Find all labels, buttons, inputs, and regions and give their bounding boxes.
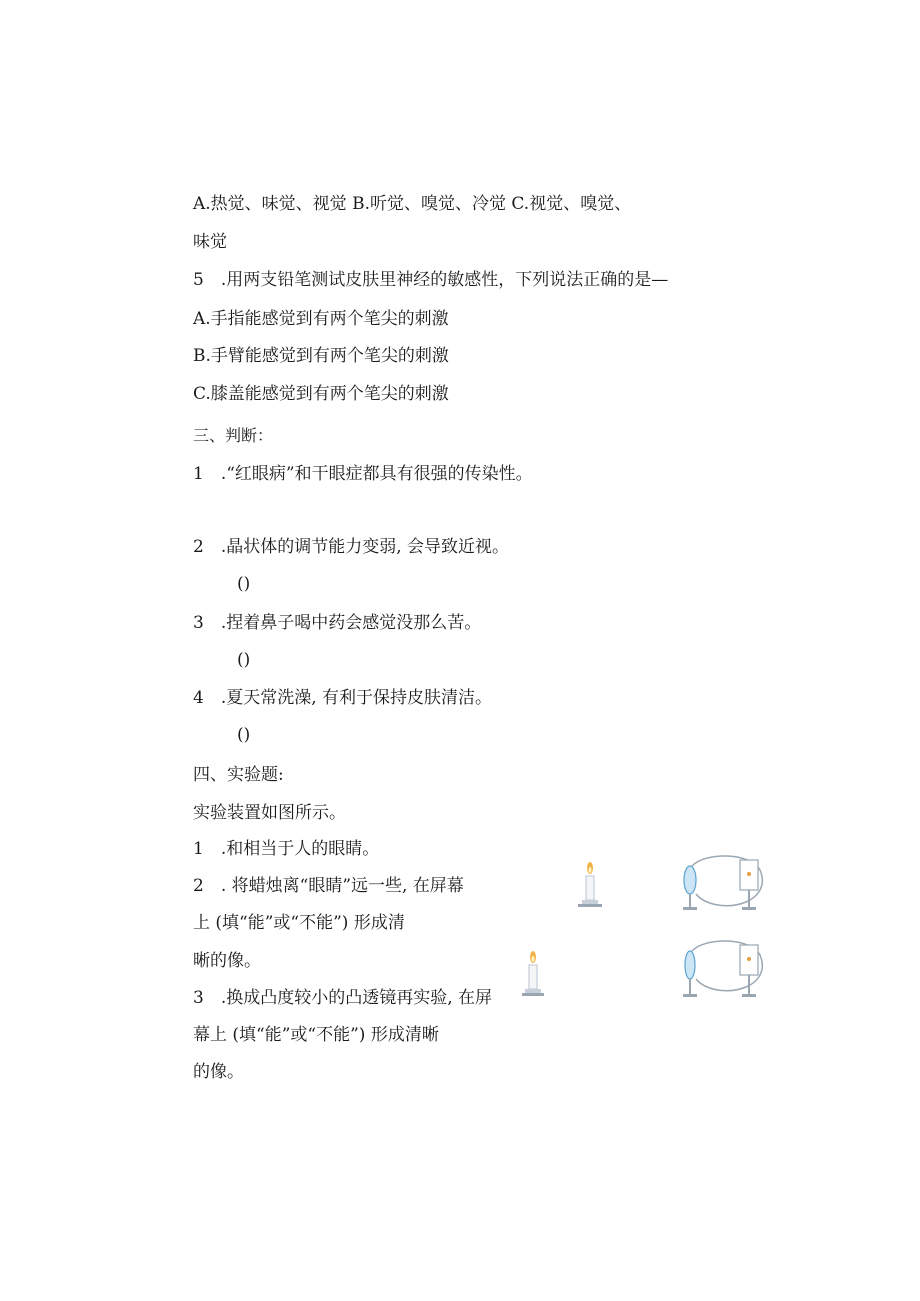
experiment-question-2-line2: 上 (填“能”或“不能”) 形成清 [193, 913, 405, 933]
question-5-option-b: B.手臂能感觉到有两个笔尖的刺激 [193, 346, 449, 366]
judgment-item-3: 3 .捏着鼻子喝中药会感觉没那么苦。 [193, 613, 482, 633]
experiment-question-2-line3: 晰的像。 [193, 951, 261, 971]
judgment-answer-paren-4: () [237, 725, 251, 745]
experiment-question-3-line3: 的像。 [193, 1062, 244, 1082]
eye-model-icon [683, 856, 762, 910]
eye-model-figure-top [520, 850, 770, 912]
experiment-question-3-line1: 3 .换成凸度较小的凸透镜再实验, 在屏 [193, 988, 493, 1008]
candle-icon [578, 862, 602, 907]
judgment-answer-paren-2: () [237, 574, 251, 594]
judgment-item-4: 4 .夏天常洗澡, 有利于保持皮肤清洁。 [193, 688, 493, 708]
section-4-heading: 四、实验题: [193, 765, 284, 785]
question-5-stem: 5 .用两支铅笔测试皮肤里神经的敏感性，下列说法正确的是— [193, 270, 669, 290]
experiment-question-3-line2: 幕上 (填“能”或“不能”) 形成清晰 [193, 1025, 439, 1045]
section-3-heading: 三、判断： [193, 426, 274, 445]
question-5-option-a: A.手指能感觉到有两个笔尖的刺激 [193, 309, 449, 329]
judgment-item-2: 2 .晶状体的调节能力变弱, 会导致近视。 [193, 537, 510, 557]
candle-icon [522, 951, 544, 996]
experiment-intro: 实验装置如图所示。 [193, 803, 346, 823]
choices-q4-line2: 味觉 [193, 232, 227, 252]
choices-q4-line1: A.热觉、味觉、视觉 B.听觉、嗅觉、冷觉 C.视觉、嗅觉、 [193, 194, 632, 214]
eye-model-icon [683, 941, 762, 997]
question-5-option-c: C.膝盖能感觉到有两个笔尖的刺激 [193, 384, 449, 404]
judgment-item-1: 1 .“红眼病”和干眼症都具有很强的传染性。 [193, 464, 533, 484]
judgment-answer-paren-3: () [237, 650, 251, 670]
experiment-question-2-line1: 2 . 将蜡烛离“眼睛”远一些, 在屏幕 [193, 876, 464, 896]
experiment-question-1: 1 .和相当于人的眼睛。 [193, 839, 380, 859]
eye-model-figure-bottom [520, 935, 770, 1000]
